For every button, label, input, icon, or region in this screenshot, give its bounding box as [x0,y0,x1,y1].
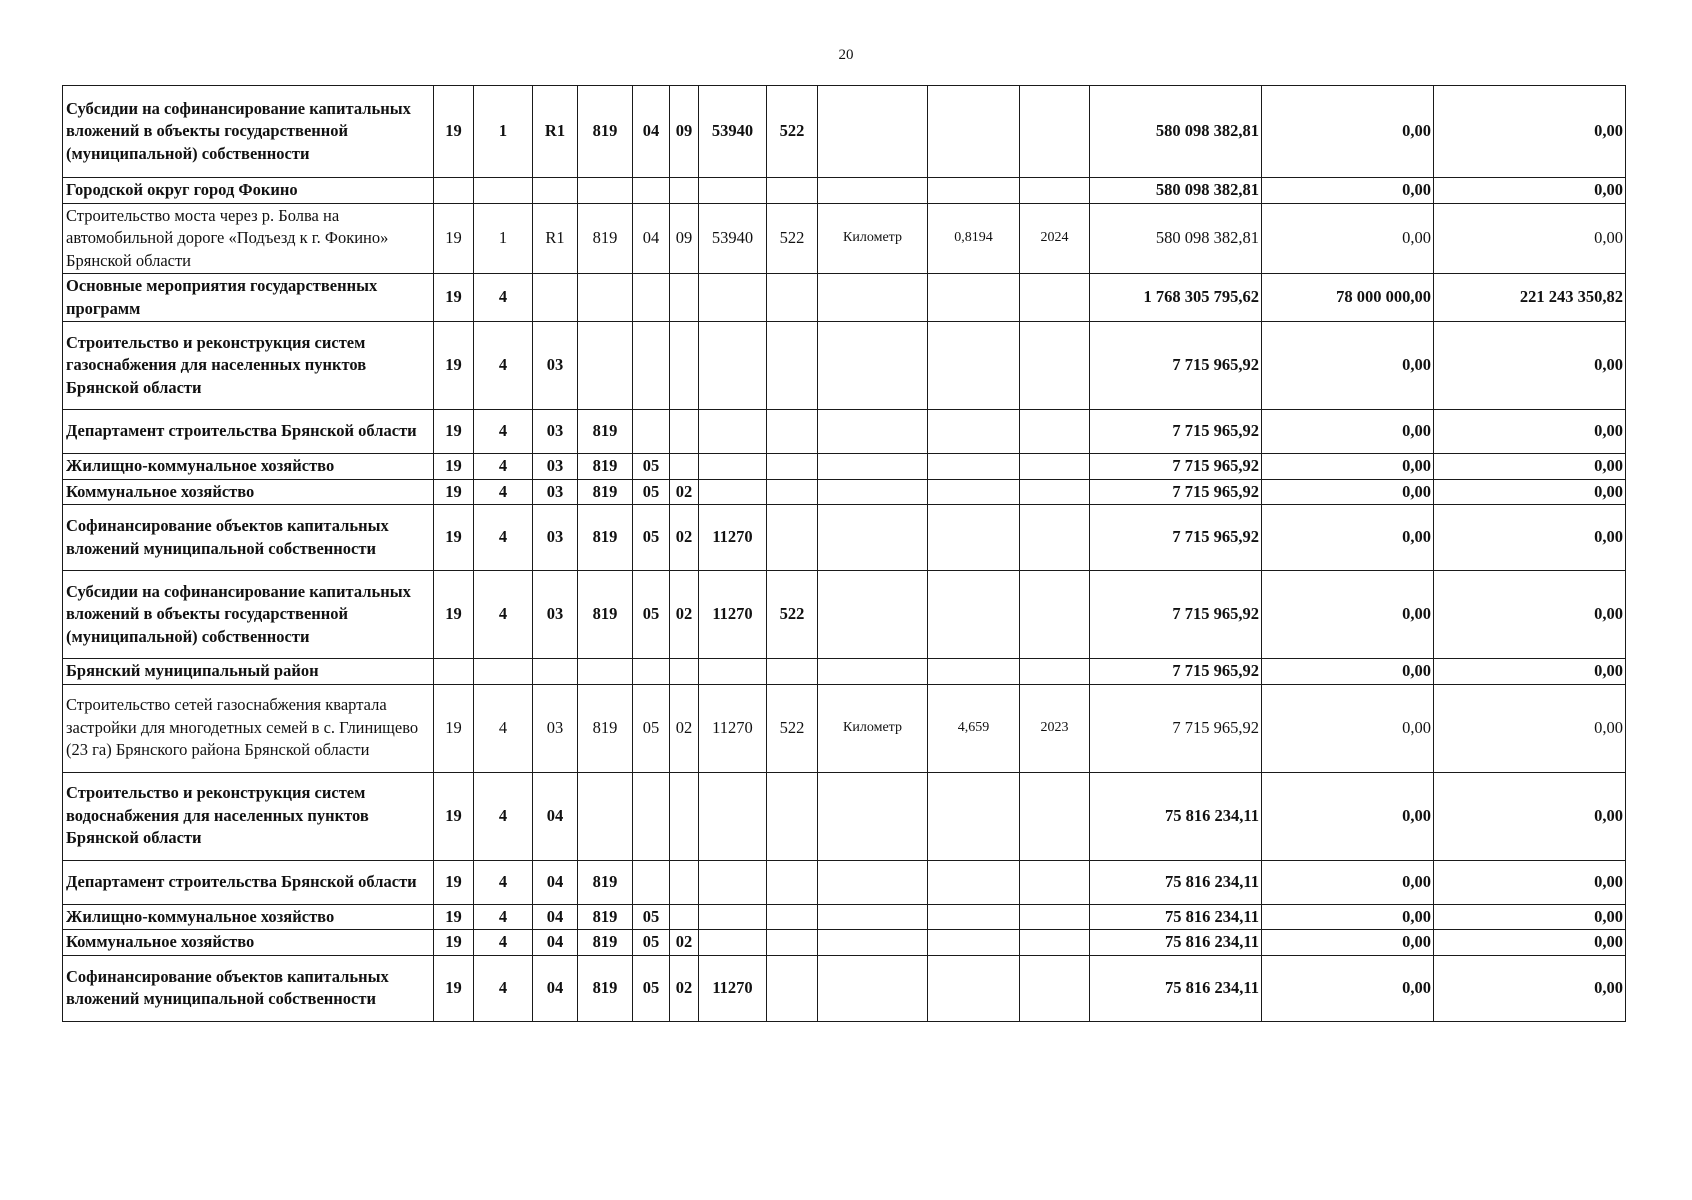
cell-section [633,178,670,204]
cell-amount-2: 0,00 [1262,930,1434,956]
cell-unit [818,904,928,930]
cell-capacity [928,860,1020,904]
cell-section: 05 [633,505,670,571]
cell-direction [699,659,767,685]
table-row [63,203,1626,274]
cell-capacity [928,772,1020,860]
cell-amount-3: 0,00 [1434,659,1626,685]
cell-administrator [578,178,633,204]
cell-program: 19 [434,684,474,772]
cell-subprogram: 4 [474,410,533,454]
cell-subprogram: 4 [474,479,533,505]
cell-amount-1: 1 768 305 795,62 [1090,274,1262,322]
page-number: 20 [838,47,854,63]
cell-direction: 11270 [699,505,767,571]
cell-amount-3: 0,00 [1434,86,1626,178]
cell-expense-type [767,410,818,454]
cell-unit [818,659,928,685]
cell-program: 19 [434,454,474,480]
cell-amount-1: 7 715 965,92 [1090,479,1262,505]
table-body [63,86,1626,1022]
cell-administrator: 819 [578,203,633,274]
cell-name: Департамент строительства Брянской области [63,860,434,904]
cell-subsection: 02 [670,930,699,956]
cell-year [1020,930,1090,956]
cell-year [1020,772,1090,860]
table-row [63,479,1626,505]
cell-section: 04 [633,86,670,178]
cell-subprogram [474,178,533,204]
cell-unit: Километр [818,203,928,274]
cell-capacity [928,322,1020,410]
cell-amount-3: 0,00 [1434,454,1626,480]
cell-amount-2: 0,00 [1262,454,1434,480]
table-row [63,322,1626,410]
cell-administrator [578,659,633,685]
cell-administrator: 819 [578,410,633,454]
cell-amount-1: 75 816 234,11 [1090,955,1262,1021]
cell-program: 19 [434,930,474,956]
cell-direction [699,410,767,454]
cell-amount-3: 0,00 [1434,178,1626,204]
cell-amount-1: 7 715 965,92 [1090,684,1262,772]
cell-amount-2: 0,00 [1262,860,1434,904]
cell-administrator: 819 [578,454,633,480]
cell-direction [699,274,767,322]
cell-unit [818,274,928,322]
cell-expense-type: 522 [767,571,818,659]
cell-section: 05 [633,571,670,659]
cell-name: Брянский муниципальный район [63,659,434,685]
cell-administrator: 819 [578,684,633,772]
cell-capacity [928,659,1020,685]
cell-section [633,322,670,410]
table-row [63,178,1626,204]
cell-amount-3: 221 243 350,82 [1434,274,1626,322]
cell-amount-2: 0,00 [1262,571,1434,659]
cell-direction [699,772,767,860]
cell-event: 03 [533,454,578,480]
cell-name: Городской округ город Фокино [63,178,434,204]
table-row [63,571,1626,659]
cell-subprogram: 1 [474,86,533,178]
cell-administrator: 819 [578,955,633,1021]
cell-direction [699,930,767,956]
cell-amount-1: 580 098 382,81 [1090,86,1262,178]
cell-unit [818,322,928,410]
cell-program: 19 [434,274,474,322]
cell-year [1020,659,1090,685]
cell-expense-type: 522 [767,684,818,772]
cell-capacity [928,178,1020,204]
cell-subsection [670,772,699,860]
cell-subsection [670,178,699,204]
table-row [63,410,1626,454]
cell-event: R1 [533,86,578,178]
cell-amount-1: 75 816 234,11 [1090,904,1262,930]
cell-capacity [928,904,1020,930]
cell-subsection: 02 [670,955,699,1021]
cell-program: 19 [434,479,474,505]
cell-section: 05 [633,454,670,480]
cell-amount-3: 0,00 [1434,203,1626,274]
cell-subprogram: 4 [474,860,533,904]
cell-capacity [928,930,1020,956]
cell-administrator: 819 [578,930,633,956]
cell-program: 19 [434,86,474,178]
cell-unit [818,479,928,505]
cell-name: Субсидии на софинансирование капитальных вложений в объекты государственной (муниципальной) собственности [63,571,434,659]
cell-event: 04 [533,955,578,1021]
cell-direction [699,904,767,930]
cell-name: Коммунальное хозяйство [63,479,434,505]
cell-name: Софинансирование объектов капитальных вложений муниципальной собственности [63,505,434,571]
cell-administrator: 819 [578,571,633,659]
cell-unit [818,571,928,659]
cell-year: 2024 [1020,203,1090,274]
cell-name: Департамент строительства Брянской области [63,410,434,454]
cell-year [1020,86,1090,178]
cell-program [434,659,474,685]
table-row [63,505,1626,571]
table-row [63,904,1626,930]
cell-event: 03 [533,479,578,505]
cell-amount-2: 0,00 [1262,505,1434,571]
table-row [63,274,1626,322]
cell-amount-3: 0,00 [1434,904,1626,930]
cell-direction: 11270 [699,571,767,659]
cell-subprogram: 4 [474,904,533,930]
cell-section [633,659,670,685]
cell-year [1020,454,1090,480]
cell-name: Субсидии на софинансирование капитальных вложений в объекты государственной (муниципальной) собственности [63,86,434,178]
cell-amount-1: 7 715 965,92 [1090,505,1262,571]
cell-event [533,659,578,685]
cell-amount-3: 0,00 [1434,860,1626,904]
cell-subprogram: 4 [474,274,533,322]
cell-expense-type [767,274,818,322]
cell-subprogram: 4 [474,322,533,410]
cell-expense-type [767,454,818,480]
cell-name: Основные мероприятия государственных программ [63,274,434,322]
cell-direction: 11270 [699,955,767,1021]
cell-amount-2: 0,00 [1262,410,1434,454]
cell-year [1020,571,1090,659]
cell-subsection: 02 [670,684,699,772]
cell-amount-2: 78 000 000,00 [1262,274,1434,322]
cell-name: Строительство и реконструкция систем водоснабжения для населенных пунктов Брянской области [63,772,434,860]
cell-subsection: 02 [670,571,699,659]
cell-administrator: 819 [578,505,633,571]
cell-amount-1: 75 816 234,11 [1090,772,1262,860]
cell-amount-2: 0,00 [1262,772,1434,860]
cell-section [633,860,670,904]
table-row [63,930,1626,956]
cell-amount-3: 0,00 [1434,410,1626,454]
cell-section: 04 [633,203,670,274]
cell-administrator [578,322,633,410]
cell-amount-3: 0,00 [1434,955,1626,1021]
cell-amount-1: 75 816 234,11 [1090,860,1262,904]
cell-capacity [928,955,1020,1021]
cell-amount-3: 0,00 [1434,322,1626,410]
cell-program: 19 [434,904,474,930]
cell-subsection [670,860,699,904]
cell-subsection: 02 [670,479,699,505]
cell-name: Коммунальное хозяйство [63,930,434,956]
cell-amount-1: 7 715 965,92 [1090,454,1262,480]
cell-unit [818,178,928,204]
cell-subsection: 09 [670,203,699,274]
cell-section [633,772,670,860]
cell-expense-type [767,904,818,930]
cell-year [1020,860,1090,904]
cell-subprogram: 4 [474,684,533,772]
cell-program: 19 [434,410,474,454]
cell-expense-type [767,930,818,956]
cell-expense-type [767,505,818,571]
cell-year: 2023 [1020,684,1090,772]
cell-capacity [928,505,1020,571]
cell-event: 03 [533,322,578,410]
cell-capacity [928,86,1020,178]
cell-unit [818,930,928,956]
cell-amount-1: 7 715 965,92 [1090,659,1262,685]
cell-name: Строительство моста через р. Болва на автомобильной дороге «Подъезд к г. Фокино» Брянской области [63,203,434,274]
cell-expense-type [767,860,818,904]
cell-amount-1: 7 715 965,92 [1090,571,1262,659]
cell-event: 03 [533,571,578,659]
cell-section: 05 [633,684,670,772]
cell-amount-2: 0,00 [1262,322,1434,410]
cell-amount-2: 0,00 [1262,203,1434,274]
cell-section: 05 [633,479,670,505]
cell-unit [818,86,928,178]
cell-year [1020,904,1090,930]
cell-capacity [928,454,1020,480]
table-row [63,659,1626,685]
cell-administrator [578,274,633,322]
cell-amount-3: 0,00 [1434,505,1626,571]
cell-capacity [928,479,1020,505]
cell-direction [699,322,767,410]
cell-subprogram: 4 [474,772,533,860]
cell-unit [818,860,928,904]
cell-unit [818,505,928,571]
cell-amount-3: 0,00 [1434,479,1626,505]
cell-section [633,410,670,454]
cell-section: 05 [633,930,670,956]
cell-amount-2: 0,00 [1262,479,1434,505]
cell-expense-type [767,955,818,1021]
cell-subprogram: 1 [474,203,533,274]
table-row [63,860,1626,904]
table-row [63,86,1626,178]
cell-year [1020,479,1090,505]
table-row [63,772,1626,860]
cell-amount-1: 580 098 382,81 [1090,203,1262,274]
cell-subsection [670,322,699,410]
cell-name: Софинансирование объектов капитальных вложений муниципальной собственности [63,955,434,1021]
cell-amount-2: 0,00 [1262,904,1434,930]
cell-administrator: 819 [578,904,633,930]
cell-year [1020,505,1090,571]
cell-subprogram: 4 [474,955,533,1021]
cell-unit [818,772,928,860]
cell-event: 04 [533,904,578,930]
cell-event [533,274,578,322]
cell-section: 05 [633,955,670,1021]
cell-direction [699,178,767,204]
cell-amount-1: 75 816 234,11 [1090,930,1262,956]
cell-amount-2: 0,00 [1262,659,1434,685]
cell-year [1020,410,1090,454]
cell-amount-3: 0,00 [1434,772,1626,860]
cell-name: Строительство и реконструкция систем газоснабжения для населенных пунктов Брянской области [63,322,434,410]
cell-capacity [928,410,1020,454]
cell-section [633,274,670,322]
cell-program: 19 [434,203,474,274]
cell-unit [818,410,928,454]
table-row [63,454,1626,480]
cell-section: 05 [633,904,670,930]
cell-year [1020,955,1090,1021]
cell-amount-1: 7 715 965,92 [1090,410,1262,454]
cell-program: 19 [434,322,474,410]
cell-subprogram: 4 [474,571,533,659]
cell-subprogram: 4 [474,930,533,956]
cell-administrator: 819 [578,860,633,904]
cell-year [1020,274,1090,322]
cell-capacity: 4,659 [928,684,1020,772]
cell-amount-3: 0,00 [1434,571,1626,659]
cell-amount-1: 7 715 965,92 [1090,322,1262,410]
cell-expense-type [767,659,818,685]
cell-direction [699,454,767,480]
cell-event: 03 [533,410,578,454]
cell-program: 19 [434,860,474,904]
cell-amount-2: 0,00 [1262,86,1434,178]
cell-expense-type: 522 [767,203,818,274]
cell-expense-type [767,479,818,505]
cell-capacity [928,274,1020,322]
cell-administrator [578,772,633,860]
cell-event: 03 [533,505,578,571]
cell-amount-1: 580 098 382,81 [1090,178,1262,204]
cell-amount-2: 0,00 [1262,684,1434,772]
cell-name: Строительство сетей газоснабжения квартала застройки для многодетных семей в с. Глинищево (23 га) Брянского района Брянской области [63,684,434,772]
cell-expense-type [767,178,818,204]
cell-subprogram [474,659,533,685]
budget-table [62,85,1626,1022]
cell-event: 04 [533,930,578,956]
cell-direction: 11270 [699,684,767,772]
cell-year [1020,178,1090,204]
cell-event: 04 [533,772,578,860]
cell-event: 03 [533,684,578,772]
cell-subprogram: 4 [474,454,533,480]
cell-unit [818,454,928,480]
cell-subprogram: 4 [474,505,533,571]
cell-expense-type [767,772,818,860]
cell-capacity [928,571,1020,659]
cell-direction [699,860,767,904]
cell-subsection: 09 [670,86,699,178]
cell-subsection: 02 [670,505,699,571]
table-row [63,955,1626,1021]
cell-unit: Километр [818,684,928,772]
cell-amount-3: 0,00 [1434,684,1626,772]
cell-expense-type [767,322,818,410]
cell-event [533,178,578,204]
cell-capacity: 0,8194 [928,203,1020,274]
cell-program: 19 [434,505,474,571]
cell-amount-3: 0,00 [1434,930,1626,956]
cell-subsection [670,454,699,480]
cell-subsection [670,659,699,685]
cell-amount-2: 0,00 [1262,178,1434,204]
cell-program: 19 [434,772,474,860]
cell-event: 04 [533,860,578,904]
cell-year [1020,322,1090,410]
cell-unit [818,955,928,1021]
cell-program: 19 [434,571,474,659]
cell-program: 19 [434,955,474,1021]
cell-direction: 53940 [699,203,767,274]
cell-direction [699,479,767,505]
cell-subsection [670,410,699,454]
cell-name: Жилищно-коммунальное хозяйство [63,454,434,480]
cell-subsection [670,274,699,322]
cell-program [434,178,474,204]
cell-direction: 53940 [699,86,767,178]
cell-subsection [670,904,699,930]
cell-administrator: 819 [578,86,633,178]
cell-expense-type: 522 [767,86,818,178]
cell-administrator: 819 [578,479,633,505]
table-row [63,684,1626,772]
cell-name: Жилищно-коммунальное хозяйство [63,904,434,930]
cell-amount-2: 0,00 [1262,955,1434,1021]
cell-event: R1 [533,203,578,274]
